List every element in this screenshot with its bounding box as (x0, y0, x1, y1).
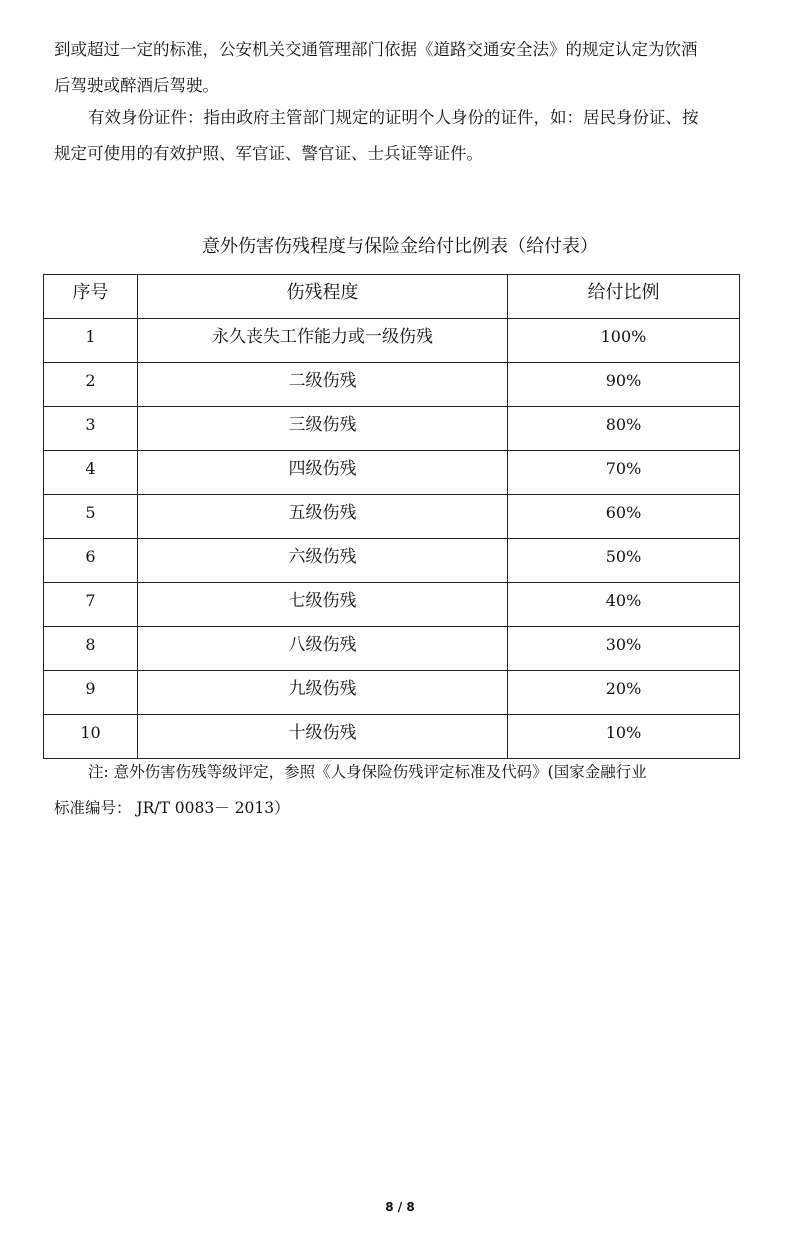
table-row (44, 451, 740, 495)
row-disability-level: 六级伤残 (138, 539, 508, 583)
footnote-line: 标准编号： JR/T 0083－ 2013） (54, 799, 290, 817)
row-disability-level: 四级伤残 (138, 451, 508, 495)
row-payout-ratio: 80% (508, 407, 740, 451)
header-payout-ratio: 给付比例 (508, 275, 740, 319)
page-number: 8 / 8 (385, 1200, 415, 1214)
row-disability-level: 二级伤残 (138, 363, 508, 407)
disability-ratio-table (43, 274, 740, 759)
row-index: 1 (44, 319, 138, 363)
paragraph-line: 规定可使用的有效护照、军官证、警官证、士兵证等证件。 (54, 144, 483, 163)
table-row (44, 627, 740, 671)
row-disability-level: 八级伤残 (138, 627, 508, 671)
row-index: 7 (44, 583, 138, 627)
table-header-row (44, 275, 740, 319)
row-disability-level: 永久丧失工作能力或一级伤残 (138, 319, 508, 363)
row-payout-ratio: 70% (508, 451, 740, 495)
paragraph-line: 到或超过一定的标准，公安机关交通管理部门依据《道路交通安全法》的规定认定为饮酒 (54, 40, 698, 59)
row-payout-ratio: 20% (508, 671, 740, 715)
row-index: 5 (44, 495, 138, 539)
paragraph-drunk-driving (54, 32, 748, 104)
row-index: 6 (44, 539, 138, 583)
table-title: 意外伤害伤残程度与保险金给付比例表（给付表） (202, 236, 598, 257)
row-disability-level: 九级伤残 (138, 671, 508, 715)
row-payout-ratio: 90% (508, 363, 740, 407)
table-row (44, 363, 740, 407)
row-index: 3 (44, 407, 138, 451)
row-payout-ratio: 100% (508, 319, 740, 363)
row-index: 10 (44, 715, 138, 759)
table-row (44, 407, 740, 451)
row-index: 4 (44, 451, 138, 495)
footnote-line: 注: 意外伤害伤残等级评定，参照《人身保险伤残评定标准及代码》(国家金融行业 (88, 763, 647, 781)
row-disability-level: 十级伤残 (138, 715, 508, 759)
table-row (44, 495, 740, 539)
row-payout-ratio: 10% (508, 715, 740, 759)
row-index: 9 (44, 671, 138, 715)
row-payout-ratio: 30% (508, 627, 740, 671)
row-payout-ratio: 40% (508, 583, 740, 627)
paragraph-line: 有效身份证件：指由政府主管部门规定的证明个人身份的证件，如：居民身份证、按 (88, 108, 699, 127)
table-row (44, 319, 740, 363)
table-footnote (54, 754, 754, 826)
table-row (44, 539, 740, 583)
row-index: 2 (44, 363, 138, 407)
header-index: 序号 (44, 275, 138, 319)
table-row (44, 671, 740, 715)
table-row (44, 583, 740, 627)
row-disability-level: 七级伤残 (138, 583, 508, 627)
header-disability-level: 伤残程度 (138, 275, 508, 319)
row-index: 8 (44, 627, 138, 671)
row-disability-level: 五级伤残 (138, 495, 508, 539)
paragraph-line: 后驾驶或醉酒后驾驶。 (54, 76, 219, 95)
row-payout-ratio: 50% (508, 539, 740, 583)
table-row (44, 715, 740, 759)
row-disability-level: 三级伤残 (138, 407, 508, 451)
paragraph-id-documents (54, 100, 748, 172)
row-payout-ratio: 60% (508, 495, 740, 539)
